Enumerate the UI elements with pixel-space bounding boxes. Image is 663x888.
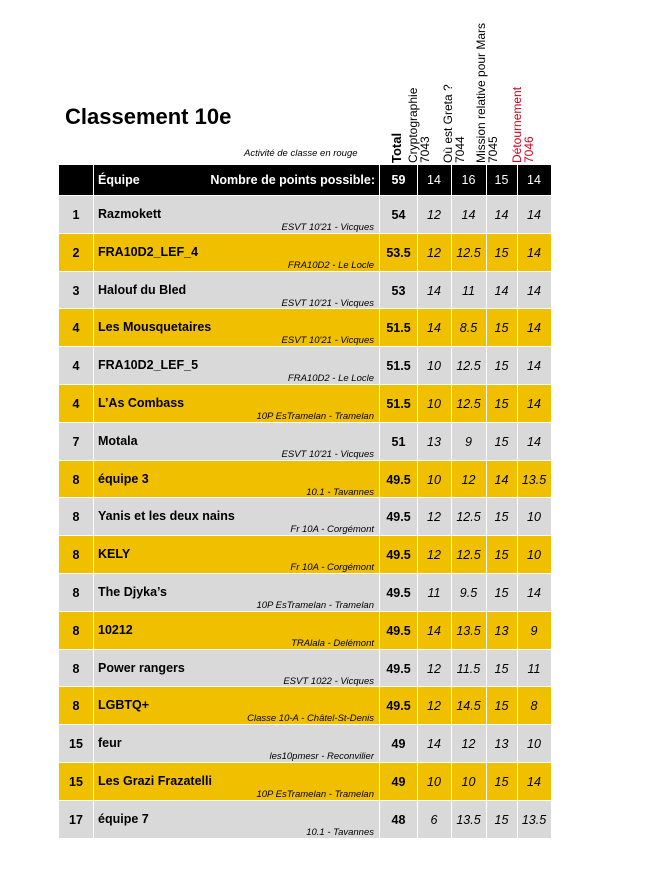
column-header-activity-7046: Détournement 7046: [510, 86, 536, 163]
team-name: Les Grazi Frazatelli: [98, 774, 212, 788]
rank-cell: 4: [72, 359, 80, 374]
table-row: [59, 347, 551, 384]
total-cell: 49.5: [386, 586, 411, 600]
team-name: L’As Combass: [98, 396, 185, 410]
team-name: 10212: [98, 622, 133, 637]
score-cell: 14: [427, 321, 441, 336]
score-cell: 14: [527, 359, 541, 374]
table-row: [59, 650, 551, 687]
score-cell: 8: [530, 699, 538, 714]
score-cell: 10: [427, 472, 441, 487]
possible-score: 15: [494, 173, 509, 187]
score-cell: 10: [527, 510, 541, 525]
team-class: 10.1 - Tavannes: [306, 826, 374, 838]
score-cell: 12: [427, 208, 441, 222]
total-cell: 51.5: [386, 397, 411, 411]
score-cell: 12: [427, 510, 441, 525]
team-name: Les Mousquetaires: [98, 320, 212, 335]
total-cell: 49: [391, 775, 406, 789]
score-cell: 15: [494, 812, 509, 827]
score-cell: 15: [494, 775, 509, 789]
score-cell: 13: [494, 737, 509, 752]
rank-cell: 8: [72, 472, 80, 487]
table-row: [59, 801, 551, 838]
possible-score: 14: [527, 173, 541, 187]
rank-cell: 8: [72, 510, 80, 525]
team-class: 10P EsTramelan - Tramelan: [256, 411, 374, 422]
total-cell: 49.5: [386, 699, 411, 714]
rank-cell: 8: [72, 548, 80, 563]
score-cell: 14: [494, 283, 509, 298]
score-cell: 6: [430, 812, 438, 827]
total-cell: 54: [391, 208, 406, 222]
team-class: Fr 10A - Corgémont: [290, 562, 374, 574]
team-name: Yanis et les deux nains: [98, 509, 235, 524]
total-cell: 51: [391, 434, 406, 449]
table-row: [59, 234, 551, 271]
table-row: [59, 498, 551, 535]
score-cell: 14: [527, 397, 541, 411]
total-cell: 49.5: [386, 472, 411, 487]
table-row: [59, 272, 551, 309]
score-cell: 11: [462, 283, 475, 298]
score-cell: 14: [527, 434, 541, 449]
score-cell: 10: [527, 737, 541, 752]
score-cell: 15: [494, 359, 509, 374]
table-row: [59, 725, 551, 762]
possible-score: 14: [427, 173, 441, 187]
table-header-row: [59, 165, 551, 195]
column-header-activity-7045: Mission relative pour Mars 7045: [474, 22, 500, 163]
score-cell: 14: [494, 472, 509, 487]
team-class: les10pmesr - Reconvilier: [269, 751, 374, 763]
table-row: [59, 574, 551, 611]
score-cell: 8.5: [459, 321, 478, 336]
total-cell: 51.5: [386, 359, 411, 374]
score-cell: 15: [494, 548, 509, 563]
rank-cell: 4: [72, 321, 80, 336]
rank-cell: 8: [72, 661, 80, 676]
score-cell: 14: [427, 283, 441, 298]
team-name: The Djyka’s: [98, 585, 168, 599]
table-row: [59, 423, 551, 460]
score-cell: 13.5: [456, 812, 481, 827]
possible-points-label: Nombre de points possible:: [210, 173, 375, 187]
score-cell: 12: [427, 245, 441, 260]
rank-cell: 4: [72, 397, 80, 411]
score-cell: 14: [461, 208, 476, 222]
team-name: KELY: [98, 547, 131, 562]
team-class: Classe 10-A - Châtel-St-Denis: [247, 713, 374, 725]
team-class: ESVT 10'21 - Vicques: [281, 335, 374, 347]
score-cell: 15: [494, 245, 509, 260]
team-class: 10.1 - Tavannes: [306, 486, 374, 498]
table-row: [59, 687, 551, 724]
team-name: LGBTQ+: [98, 698, 150, 713]
team-class: ESVT 10'21 - Vicques: [281, 297, 374, 309]
rank-cell: 15: [69, 775, 83, 789]
column-header-activity-7043: Cryptographie 7043: [406, 87, 432, 163]
score-cell: 15: [494, 586, 509, 600]
team-name: équipe 3: [98, 471, 149, 486]
score-cell: 15: [494, 699, 509, 714]
score-cell: 15: [494, 321, 509, 336]
table-row: [59, 536, 551, 573]
rank-cell: 17: [69, 812, 83, 827]
score-cell: 15: [494, 397, 509, 411]
table-row: [59, 612, 551, 649]
score-cell: 14: [527, 775, 541, 789]
score-cell: 12.5: [456, 359, 481, 374]
score-cell: 14: [527, 321, 541, 336]
score-cell: 14: [527, 208, 541, 222]
rank-cell: 8: [72, 623, 80, 638]
score-cell: 12.5: [456, 510, 481, 525]
team-class: FRA10D2 - Le Locle: [287, 259, 374, 271]
score-cell: 12.5: [456, 548, 481, 563]
score-cell: 12: [427, 548, 441, 563]
team-class: FRA10D2 - Le Locle: [287, 373, 374, 385]
score-cell: 14: [527, 586, 541, 600]
rank-cell: 2: [72, 245, 80, 260]
score-cell: 11: [527, 661, 541, 676]
score-cell: 11.5: [456, 661, 481, 676]
page-title: Classement 10e: [65, 104, 232, 129]
score-cell: 14: [527, 245, 541, 260]
team-class: 10P EsTramelan - Tramelan: [256, 600, 374, 611]
score-cell: 11: [427, 586, 441, 600]
rank-cell: 8: [72, 586, 80, 600]
table-row: [59, 196, 551, 233]
column-header-activity-7044: Où est Greta ? 7044: [441, 84, 467, 163]
score-cell: 12.5: [456, 397, 481, 411]
team-name: Razmokett: [98, 207, 162, 221]
team-name: feur: [98, 736, 122, 751]
score-cell: 14: [527, 283, 541, 298]
team-class: ESVT 1022 - Vicques: [283, 675, 374, 687]
score-cell: 13.5: [456, 623, 481, 638]
team-class: ESVT 10'21 - Vicques: [281, 448, 374, 460]
team-name: FRA10D2_LEF_5: [98, 358, 199, 373]
score-cell: 14: [427, 623, 441, 638]
team-name: Power rangers: [98, 660, 185, 675]
team-class: TRAlala - Delémont: [291, 637, 374, 649]
score-cell: 9: [465, 434, 472, 449]
total-cell: 53.5: [386, 245, 411, 260]
total-cell: 51.5: [386, 321, 411, 336]
score-cell: 12: [461, 472, 476, 487]
total-cell: 49.5: [386, 623, 411, 638]
team-class: ESVT 10'21 - Vicques: [281, 222, 374, 233]
score-cell: 12.5: [456, 245, 481, 260]
score-cell: 12: [427, 699, 441, 714]
score-cell: 9: [530, 623, 538, 638]
table-row: [59, 763, 551, 800]
score-cell: 10: [427, 397, 441, 411]
score-cell: 15: [494, 434, 509, 449]
total-cell: 53: [391, 283, 406, 298]
total-cell: 49.5: [386, 661, 411, 676]
score-cell: 13: [427, 434, 441, 449]
score-cell: 10: [427, 775, 441, 789]
score-cell: 14: [427, 737, 441, 752]
table-row: [59, 461, 551, 498]
table-row: [59, 309, 551, 346]
team-class: 10P EsTramelan - Tramelan: [256, 789, 374, 800]
score-cell: 10: [527, 548, 541, 563]
team-column-label: Équipe: [98, 173, 140, 187]
score-cell: 10: [427, 359, 441, 374]
table-row: [59, 385, 551, 422]
rank-cell: 3: [72, 283, 80, 298]
score-cell: 12: [461, 737, 476, 752]
score-cell: 14: [494, 208, 509, 222]
score-cell: 15: [494, 510, 509, 525]
score-cell: 13.5: [521, 812, 547, 827]
score-cell: 13: [494, 623, 509, 638]
rank-cell: 8: [72, 699, 80, 714]
possible-total: 59: [391, 173, 406, 187]
score-cell: 13.5: [521, 472, 547, 487]
possible-score: 16: [461, 173, 476, 187]
score-cell: 14.5: [456, 699, 481, 714]
team-class: Fr 10A - Corgémont: [290, 524, 374, 536]
score-cell: 15: [494, 661, 509, 676]
rank-cell: 7: [72, 434, 80, 449]
score-cell: 10: [461, 775, 476, 789]
score-cell: 12: [427, 661, 441, 676]
total-cell: 48: [391, 812, 406, 827]
total-cell: 49.5: [386, 548, 411, 563]
team-name: FRA10D2_LEF_4: [98, 244, 199, 259]
team-name: Motala: [98, 433, 138, 448]
total-cell: 49.5: [386, 510, 411, 525]
team-name: équipe 7: [98, 811, 149, 826]
rank-cell: 15: [69, 737, 83, 752]
class-activity-note: Activité de classe en rouge: [244, 148, 358, 159]
column-header-total: Total: [389, 132, 404, 163]
team-name: Halouf du Bled: [98, 282, 187, 297]
total-cell: 49: [391, 737, 406, 752]
score-cell: 9.5: [459, 586, 478, 600]
rank-cell: 1: [72, 208, 80, 222]
